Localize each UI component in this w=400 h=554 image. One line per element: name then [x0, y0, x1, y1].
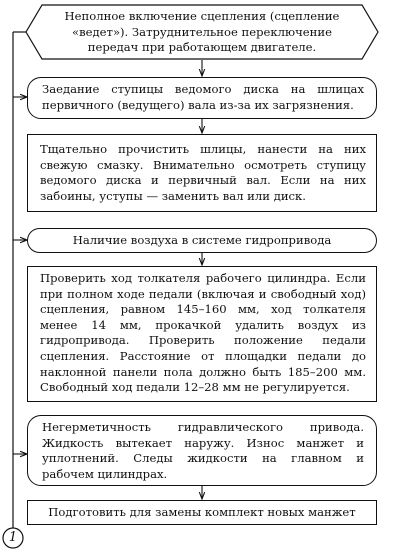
block-7-text: Подготовить для замены комплект новых манжет	[48, 505, 356, 519]
block-3-remedy	[27, 134, 377, 212]
block-5-text: Проверить ход толкателя рабочего цилиндра. Если при полном ходе педали (включая и свободный ход) сцепления, равном 145–160 мм, ход толкателя менее 14 мм, прокачкой удалить воздух из гидропривода. Проверить положение педали сцепления. Расстояние от площадки педали до наклонной панели пола должно быть 185–200 мм. Свободный ход педали 12–28 мм не регулируется.	[40, 271, 366, 395]
block-6-cause	[27, 415, 377, 486]
block-6-text: Негерметичность гидравлического привода. Жидкость вытекает наружу. Износ манжет и уплотнений. Следы жидкости на главном и рабочем цилиндрах.	[42, 420, 364, 481]
block-1-text: Неполное включение сцепления (сцепление «ведет»). Затруднительное переключение передач при работающем двигателе.	[64, 9, 340, 55]
connector-label: 1	[8, 530, 18, 545]
block-1-problem	[46, 9, 358, 57]
block-2-text: Заедание ступицы ведомого диска на шлицах первичного (ведущего) вала из-за их загрязнения.	[42, 82, 364, 112]
block-2-cause	[27, 77, 377, 119]
block-4-text: Наличие воздуха в системе гидропривода	[72, 233, 332, 247]
block-7-remedy	[27, 500, 377, 525]
block-3-text: Тщательно прочистить шлицы, нанести на них свежую смазку. Внимательно осмотреть ступицу ведомого диска и первичный вал. Если на них забоины, уступы — заменить вал или диск.	[40, 142, 366, 203]
block-5-remedy	[27, 266, 377, 402]
block-4-cause	[27, 228, 377, 253]
